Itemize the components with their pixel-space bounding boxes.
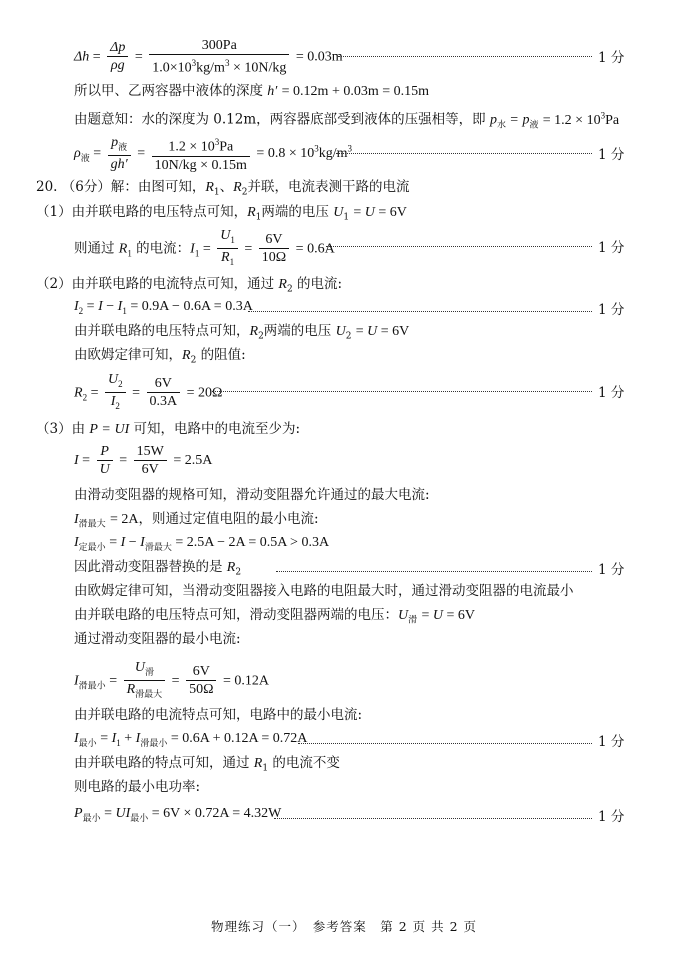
dot-leader [336,153,592,154]
equation-p-min: $P_{最小} = UI_{最小} = 6V \times 0.72A = 4.32W$ [74,806,282,823]
text-line: 由并联电路的特点可知，通过 $R_1$ 的电流不变 [74,755,340,774]
dot-leader [274,818,592,819]
equation-i1: 则通过 $R_1$ 的电流：$I_1$ = $\frac{U_1}{R_1}$ = $\frac{6V}{10\Omega}$ = 0.6A [74,228,335,271]
score-mark: 1 分 [598,302,625,318]
question-heading: 20. （6分）解：由图可知，$R_1$、$R_2$并联，电流表测干路的电流 [36,179,410,198]
score-mark: 1 分 [598,147,625,163]
score-mark: 1 分 [598,385,625,401]
score-mark: 1 分 [598,50,625,66]
equation-i-fixed-min: $I_{定最小} = I - I_{滑最大} = 2.5A - 2A = 0.5A > 0.3A$ [74,535,330,552]
text-line: 由滑动变阻器的规格可知，滑动变阻器允许通过的最大电流: [74,487,430,503]
text-line: 由并联电路的电流特点可知，电路中的最小电流: [74,707,363,723]
equation-i-min: $I_{最小} = I_1 + I_{滑最小} = 0.6A + 0.12A = 0.72A$ [74,731,308,748]
equation-i-slide-min: $I_{滑最小}$ = $\frac{U_滑}{R_{滑最大}}$ = $\frac{6V}{50\Omega}$ = 0.12A [74,660,269,703]
text-line: 由欧姆定律可知，当滑动变阻器接入电路的电阻最大时，通过滑动变阻器的电流最小 [74,583,574,599]
dot-leader [338,56,592,57]
equation-density: $\rho_液$ = $\frac{p_液}{gh'}$ = $\frac{1.2 \times 10^3Pa}{10N/kg \times 0.15m}$ = $0.8 \times 10^3kg/m^3$ [74,134,352,173]
equation-r2: $R_2$ = $\frac{U_2}{I_2}$ = $\frac{6V}{0.3A}$ = 20Ω [74,372,222,415]
equation-i2: $I_2 = I - I_1 = 0.9A - 0.6A = 0.3A$ [74,299,253,316]
text-line: 所以甲、乙两容器中液体的深度 h′ = 0.12m + 0.03m = 0.15m [74,83,430,99]
text-line: （2）由并联电路的电流特点可知，通过 $R_2$ 的电流: [36,276,343,295]
dot-leader [298,743,592,744]
text-line: 通过滑动变阻器的最小电流: [74,631,241,647]
text-line: 因此滑动变阻器替换的是 $R_2$ [74,559,242,578]
text-line: 由题意知：水的深度为 0.12m，两容器底部受到液体的压强相等，即 $p_水 = p_液 = 1.2 \times 10^3Pa$ [74,110,620,131]
text-line: $I_{滑最大} = 2A$，则通过定值电阻的最小电流: [74,511,319,530]
text-line: 则电路的最小电功率: [74,779,201,795]
text-line: 由并联电路的电压特点可知，$R_2$两端的电压 $U_2 = U = 6V$ [74,323,410,342]
dot-leader [212,391,592,392]
score-mark: 1 分 [598,734,625,750]
equation-i: I = $\frac{P}{U}$ = $\frac{15W}{6V}$ = 2.5A [74,444,213,477]
text-line: 由并联电路的电压特点可知，滑动变阻器两端的电压：$U_滑 = U = 6V$ [74,607,475,626]
text-line: （3）由 P = UI 可知，电路中的电流至少为: [36,421,301,437]
text-line: （1）由并联电路的电压特点可知，$R_1$两端的电压 $U_1 = U = 6V$ [36,204,407,223]
dot-leader [248,311,592,312]
text-line: 由欧姆定律可知，$R_2$ 的阻值: [74,347,246,366]
dot-leader [276,571,592,572]
score-mark: 1 分 [598,562,625,578]
page-footer: 物理练习（一） 参考答案 第 2 页 共 2 页 [210,919,478,934]
dot-leader [326,246,592,247]
score-mark: 1 分 [598,240,625,256]
score-mark: 1 分 [598,809,625,825]
equation-delta-h: Δh = $\frac{\Delta p}{\rho g}$ = $\frac{300Pa}{1.0\times 10^3kg/m^3 \times 10N/kg}$ = 0.03m [74,38,343,76]
